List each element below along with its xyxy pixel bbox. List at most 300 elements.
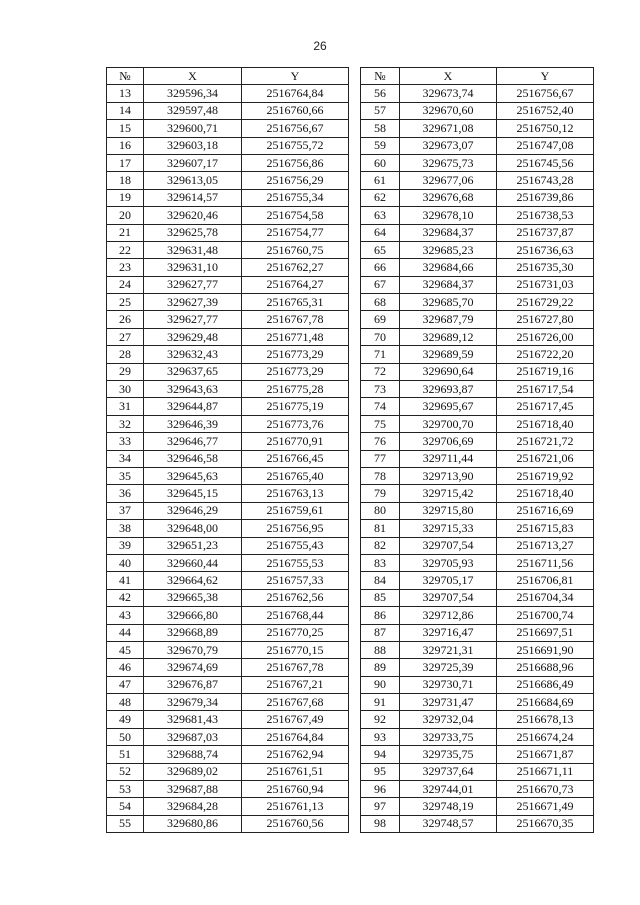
right-coord-x-cell: 329677,06 [400,172,497,189]
left-point-number-cell: 25 [107,294,144,311]
table-row [107,120,594,137]
left-point-number-cell: 36 [107,485,144,502]
right-point-number-cell: 71 [361,346,400,363]
table-row [107,624,594,641]
right-coord-x-cell: 329673,74 [400,85,497,102]
right-point-number-cell: 81 [361,520,400,537]
right-point-number-cell: 85 [361,589,400,606]
left-coord-x-cell: 329674,69 [144,659,242,676]
column-gap [349,294,361,311]
left-coord-y-cell: 2516767,78 [242,311,349,328]
left-coord-y-cell: 2516755,53 [242,554,349,571]
right-coord-y-cell: 2516706,81 [497,572,594,589]
left-coord-x-cell: 329687,88 [144,781,242,798]
left-coord-y-cell: 2516770,15 [242,641,349,658]
right-coord-x-cell: 329684,37 [400,276,497,293]
left-point-number-cell: 16 [107,137,144,154]
column-gap [349,363,361,380]
right-point-number-cell: 67 [361,276,400,293]
right-coord-y-cell: 2516674,24 [497,728,594,745]
table-row [107,294,594,311]
right-coord-x-cell: 329678,10 [400,207,497,224]
right-point-number-cell: 64 [361,224,400,241]
left-point-number-cell: 13 [107,85,144,102]
right-coord-y-cell: 2516737,87 [497,224,594,241]
right-point-number-cell: 95 [361,763,400,780]
left-coord-y-cell: 2516759,61 [242,502,349,519]
left-point-number-cell: 40 [107,554,144,571]
column-gap [349,502,361,519]
left-coord-x-cell: 329676,87 [144,676,242,693]
left-coord-x-cell: 329625,78 [144,224,242,241]
right-coord-x-cell: 329684,37 [400,224,497,241]
table-row [107,346,594,363]
right-coord-y-cell: 2516713,27 [497,537,594,554]
table-row [107,485,594,502]
right-coord-y-cell: 2516739,86 [497,189,594,206]
left-point-number-cell: 31 [107,398,144,415]
column-gap [349,328,361,345]
left-point-number-cell: 26 [107,311,144,328]
table-row [107,363,594,380]
left-coord-y-cell: 2516757,33 [242,572,349,589]
right-coord-x-cell: 329706,69 [400,433,497,450]
header-x: X [400,68,497,85]
left-coord-y-cell: 2516756,67 [242,120,349,137]
right-coord-x-cell: 329711,44 [400,450,497,467]
left-point-number-cell: 53 [107,781,144,798]
left-coord-x-cell: 329597,48 [144,102,242,119]
table-row [107,537,594,554]
table-row [107,311,594,328]
right-coord-y-cell: 2516727,80 [497,311,594,328]
column-gap [349,450,361,467]
left-coord-y-cell: 2516770,91 [242,433,349,450]
left-coord-y-cell: 2516761,51 [242,763,349,780]
right-coord-x-cell: 329707,54 [400,537,497,554]
left-coord-y-cell: 2516754,77 [242,224,349,241]
left-point-number-cell: 42 [107,589,144,606]
left-coord-x-cell: 329627,77 [144,276,242,293]
right-point-number-cell: 72 [361,363,400,380]
right-coord-x-cell: 329744,01 [400,781,497,798]
column-gap [349,346,361,363]
coordinates-table [106,67,594,833]
right-coord-y-cell: 2516721,06 [497,450,594,467]
column-gap [349,467,361,484]
left-coord-x-cell: 329646,29 [144,502,242,519]
right-coord-y-cell: 2516750,12 [497,120,594,137]
page-number: 26 [313,39,327,53]
header-number: № [107,68,144,85]
right-coord-y-cell: 2516717,54 [497,381,594,398]
column-gap [349,68,361,85]
right-point-number-cell: 82 [361,537,400,554]
left-coord-y-cell: 2516755,43 [242,537,349,554]
right-point-number-cell: 88 [361,641,400,658]
right-point-number-cell: 75 [361,415,400,432]
left-coord-x-cell: 329646,58 [144,450,242,467]
left-coord-x-cell: 329607,17 [144,154,242,171]
left-point-number-cell: 51 [107,746,144,763]
left-point-number-cell: 34 [107,450,144,467]
left-coord-y-cell: 2516771,48 [242,328,349,345]
left-coord-y-cell: 2516773,29 [242,346,349,363]
left-point-number-cell: 46 [107,659,144,676]
left-point-number-cell: 21 [107,224,144,241]
right-coord-x-cell: 329725,39 [400,659,497,676]
left-coord-x-cell: 329648,00 [144,520,242,537]
right-coord-y-cell: 2516745,56 [497,154,594,171]
right-point-number-cell: 59 [361,137,400,154]
left-point-number-cell: 17 [107,154,144,171]
left-coord-x-cell: 329600,71 [144,120,242,137]
right-coord-x-cell: 329693,87 [400,381,497,398]
table-row [107,259,594,276]
column-gap [349,276,361,293]
table-header-row [107,68,594,85]
right-point-number-cell: 96 [361,781,400,798]
right-coord-x-cell: 329684,66 [400,259,497,276]
left-coord-x-cell: 329631,10 [144,259,242,276]
column-gap [349,676,361,693]
right-point-number-cell: 97 [361,798,400,815]
left-point-number-cell: 30 [107,381,144,398]
right-coord-y-cell: 2516729,22 [497,294,594,311]
right-point-number-cell: 79 [361,485,400,502]
left-point-number-cell: 35 [107,467,144,484]
left-coord-x-cell: 329668,89 [144,624,242,641]
column-gap [349,781,361,798]
left-coord-x-cell: 329679,34 [144,694,242,711]
right-coord-x-cell: 329695,67 [400,398,497,415]
right-coord-x-cell: 329735,75 [400,746,497,763]
left-coord-x-cell: 329603,18 [144,137,242,154]
column-gap [349,815,361,832]
table-row [107,798,594,815]
right-coord-y-cell: 2516716,69 [497,502,594,519]
table-row [107,641,594,658]
table-row [107,172,594,189]
right-point-number-cell: 66 [361,259,400,276]
right-coord-x-cell: 329737,64 [400,763,497,780]
column-gap [349,728,361,745]
table-row [107,224,594,241]
left-coord-y-cell: 2516767,21 [242,676,349,693]
right-coord-x-cell: 329705,17 [400,572,497,589]
column-gap [349,485,361,502]
column-gap [349,137,361,154]
left-point-number-cell: 44 [107,624,144,641]
left-coord-y-cell: 2516765,40 [242,467,349,484]
left-coord-x-cell: 329684,28 [144,798,242,815]
column-gap [349,641,361,658]
left-point-number-cell: 33 [107,433,144,450]
right-coord-x-cell: 329733,75 [400,728,497,745]
right-coord-y-cell: 2516735,30 [497,259,594,276]
header-y: Y [242,68,349,85]
left-point-number-cell: 43 [107,607,144,624]
column-gap [349,746,361,763]
left-point-number-cell: 32 [107,415,144,432]
right-coord-y-cell: 2516756,67 [497,85,594,102]
left-point-number-cell: 39 [107,537,144,554]
right-coord-y-cell: 2516691,90 [497,641,594,658]
left-point-number-cell: 55 [107,815,144,832]
right-coord-y-cell: 2516684,69 [497,694,594,711]
table-row [107,676,594,693]
left-coord-y-cell: 2516767,49 [242,711,349,728]
column-gap [349,520,361,537]
right-point-number-cell: 98 [361,815,400,832]
right-point-number-cell: 63 [361,207,400,224]
right-point-number-cell: 78 [361,467,400,484]
table-row [107,694,594,711]
right-point-number-cell: 91 [361,694,400,711]
column-gap [349,259,361,276]
left-coord-x-cell: 329666,80 [144,607,242,624]
left-coord-y-cell: 2516760,56 [242,815,349,832]
table-row [107,728,594,745]
header-y: Y [497,68,594,85]
left-coord-x-cell: 329620,46 [144,207,242,224]
left-coord-y-cell: 2516764,84 [242,85,349,102]
right-coord-x-cell: 329731,47 [400,694,497,711]
right-coord-y-cell: 2516747,08 [497,137,594,154]
left-coord-y-cell: 2516775,19 [242,398,349,415]
right-coord-x-cell: 329671,08 [400,120,497,137]
table-row [107,102,594,119]
left-coord-y-cell: 2516764,84 [242,728,349,745]
right-coord-y-cell: 2516736,63 [497,241,594,258]
table-row [107,467,594,484]
column-gap [349,381,361,398]
right-coord-x-cell: 329707,54 [400,589,497,606]
table-row [107,154,594,171]
column-gap [349,711,361,728]
left-point-number-cell: 23 [107,259,144,276]
left-point-number-cell: 29 [107,363,144,380]
right-coord-x-cell: 329689,12 [400,328,497,345]
right-point-number-cell: 94 [361,746,400,763]
left-coord-x-cell: 329645,15 [144,485,242,502]
right-coord-y-cell: 2516715,83 [497,520,594,537]
left-point-number-cell: 47 [107,676,144,693]
left-coord-x-cell: 329645,63 [144,467,242,484]
right-coord-y-cell: 2516671,11 [497,763,594,780]
left-coord-x-cell: 329627,39 [144,294,242,311]
table-row [107,607,594,624]
right-point-number-cell: 69 [361,311,400,328]
column-gap [349,763,361,780]
column-gap [349,607,361,624]
right-coord-y-cell: 2516719,16 [497,363,594,380]
column-gap [349,154,361,171]
right-point-number-cell: 60 [361,154,400,171]
left-coord-x-cell: 329596,34 [144,85,242,102]
column-gap [349,189,361,206]
left-coord-x-cell: 329670,79 [144,641,242,658]
column-gap [349,398,361,415]
right-coord-y-cell: 2516752,40 [497,102,594,119]
left-coord-x-cell: 329614,57 [144,189,242,206]
left-coord-x-cell: 329688,74 [144,746,242,763]
right-point-number-cell: 58 [361,120,400,137]
left-coord-x-cell: 329687,03 [144,728,242,745]
left-coord-x-cell: 329681,43 [144,711,242,728]
left-coord-y-cell: 2516775,28 [242,381,349,398]
table-row [107,746,594,763]
column-gap [349,85,361,102]
left-coord-y-cell: 2516760,94 [242,781,349,798]
right-coord-y-cell: 2516711,56 [497,554,594,571]
left-point-number-cell: 45 [107,641,144,658]
left-coord-y-cell: 2516768,44 [242,607,349,624]
right-coord-x-cell: 329715,33 [400,520,497,537]
right-coord-x-cell: 329715,80 [400,502,497,519]
right-coord-y-cell: 2516670,35 [497,815,594,832]
left-point-number-cell: 38 [107,520,144,537]
right-coord-x-cell: 329673,07 [400,137,497,154]
left-coord-y-cell: 2516756,29 [242,172,349,189]
table-row [107,189,594,206]
left-coord-y-cell: 2516767,78 [242,659,349,676]
column-gap [349,241,361,258]
table-row [107,659,594,676]
left-point-number-cell: 22 [107,241,144,258]
column-gap [349,102,361,119]
right-coord-y-cell: 2516743,28 [497,172,594,189]
left-coord-x-cell: 329629,48 [144,328,242,345]
right-point-number-cell: 84 [361,572,400,589]
left-point-number-cell: 41 [107,572,144,589]
right-point-number-cell: 87 [361,624,400,641]
right-point-number-cell: 89 [361,659,400,676]
left-coord-y-cell: 2516756,86 [242,154,349,171]
left-coord-y-cell: 2516762,27 [242,259,349,276]
right-coord-y-cell: 2516717,45 [497,398,594,415]
column-gap [349,798,361,815]
left-point-number-cell: 49 [107,711,144,728]
right-coord-x-cell: 329705,93 [400,554,497,571]
table-row [107,85,594,102]
left-coord-y-cell: 2516760,75 [242,241,349,258]
right-coord-y-cell: 2516671,87 [497,746,594,763]
table-row [107,572,594,589]
column-gap [349,433,361,450]
left-point-number-cell: 24 [107,276,144,293]
right-point-number-cell: 92 [361,711,400,728]
left-coord-y-cell: 2516755,34 [242,189,349,206]
column-gap [349,172,361,189]
right-coord-y-cell: 2516718,40 [497,415,594,432]
left-point-number-cell: 37 [107,502,144,519]
left-point-number-cell: 52 [107,763,144,780]
left-coord-y-cell: 2516761,13 [242,798,349,815]
left-coord-y-cell: 2516754,58 [242,207,349,224]
left-coord-y-cell: 2516766,45 [242,450,349,467]
left-coord-x-cell: 329646,77 [144,433,242,450]
table-row [107,207,594,224]
right-coord-y-cell: 2516697,51 [497,624,594,641]
left-coord-x-cell: 329637,65 [144,363,242,380]
right-coord-y-cell: 2516700,74 [497,607,594,624]
right-coord-y-cell: 2516670,73 [497,781,594,798]
left-point-number-cell: 54 [107,798,144,815]
right-point-number-cell: 86 [361,607,400,624]
right-point-number-cell: 90 [361,676,400,693]
right-coord-x-cell: 329685,23 [400,241,497,258]
left-coord-y-cell: 2516763,13 [242,485,349,502]
left-coord-y-cell: 2516764,27 [242,276,349,293]
left-coord-y-cell: 2516770,25 [242,624,349,641]
column-gap [349,554,361,571]
right-coord-x-cell: 329748,19 [400,798,497,815]
right-coord-y-cell: 2516726,00 [497,328,594,345]
table-row [107,502,594,519]
table-row [107,520,594,537]
table-row [107,137,594,154]
table-row [107,763,594,780]
left-point-number-cell: 28 [107,346,144,363]
right-coord-x-cell: 329712,86 [400,607,497,624]
table-row [107,711,594,728]
right-coord-y-cell: 2516671,49 [497,798,594,815]
table-row [107,815,594,832]
table-row [107,328,594,345]
left-coord-x-cell: 329631,48 [144,241,242,258]
left-point-number-cell: 18 [107,172,144,189]
right-coord-y-cell: 2516738,53 [497,207,594,224]
right-point-number-cell: 83 [361,554,400,571]
table-row [107,241,594,258]
right-coord-y-cell: 2516686,49 [497,676,594,693]
column-gap [349,694,361,711]
right-point-number-cell: 77 [361,450,400,467]
right-coord-y-cell: 2516722,20 [497,346,594,363]
left-coord-y-cell: 2516762,94 [242,746,349,763]
left-coord-x-cell: 329651,23 [144,537,242,554]
header-number: № [361,68,400,85]
left-point-number-cell: 19 [107,189,144,206]
right-coord-x-cell: 329689,59 [400,346,497,363]
right-point-number-cell: 61 [361,172,400,189]
table-row [107,554,594,571]
right-coord-x-cell: 329730,71 [400,676,497,693]
right-point-number-cell: 57 [361,102,400,119]
right-coord-x-cell: 329715,42 [400,485,497,502]
left-point-number-cell: 48 [107,694,144,711]
left-coord-y-cell: 2516773,76 [242,415,349,432]
left-coord-x-cell: 329664,62 [144,572,242,589]
column-gap [349,624,361,641]
right-coord-y-cell: 2516704,34 [497,589,594,606]
right-coord-x-cell: 329685,70 [400,294,497,311]
column-gap [349,207,361,224]
column-gap [349,120,361,137]
right-coord-y-cell: 2516718,40 [497,485,594,502]
column-gap [349,224,361,241]
left-coord-x-cell: 329689,02 [144,763,242,780]
right-coord-y-cell: 2516721,72 [497,433,594,450]
left-point-number-cell: 14 [107,102,144,119]
right-coord-x-cell: 329748,57 [400,815,497,832]
left-coord-x-cell: 329627,77 [144,311,242,328]
left-coord-y-cell: 2516773,29 [242,363,349,380]
left-coord-x-cell: 329665,38 [144,589,242,606]
right-point-number-cell: 62 [361,189,400,206]
table-row [107,450,594,467]
